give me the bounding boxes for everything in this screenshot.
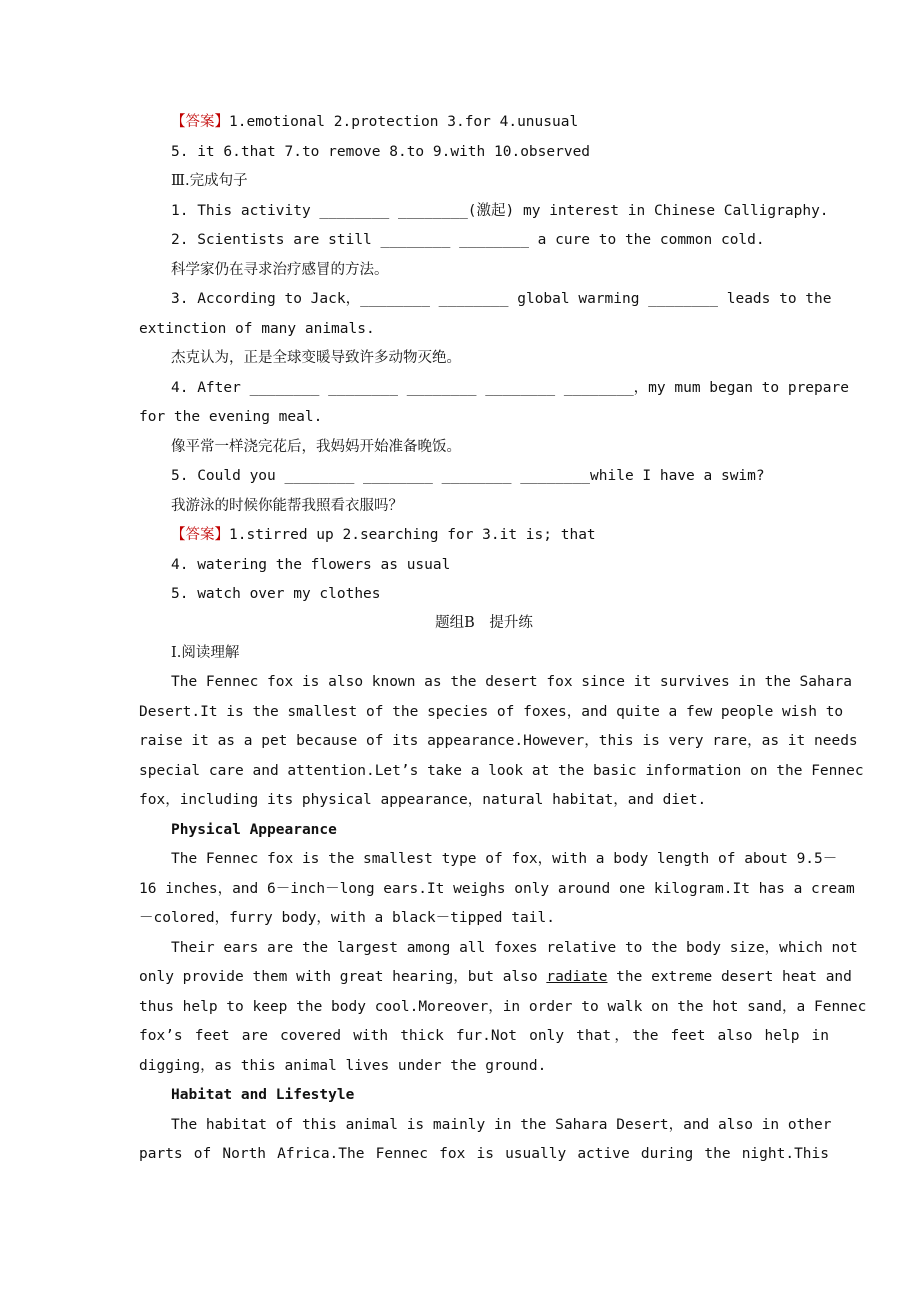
group-b-title: 题组B 提升练 xyxy=(435,615,533,631)
intro-line: Desert.It is the smallest of the species of foxes，and quite a few people wish to xyxy=(139,704,844,720)
physical-appearance-heading: Physical Appearance xyxy=(171,822,337,838)
physical-p1-line: 16 inches，and 6－inch－long ears.It weighs only around one kilogram.It has a cream xyxy=(139,881,855,897)
physical-p2-line: only provide them with great hearing，but also radiate the extreme desert heat and xyxy=(139,969,852,985)
habitat-heading: Habitat and Lifestyle xyxy=(171,1087,355,1103)
question-3-translation: 杰克认为，正是全球变暖导致许多动物灭绝。 xyxy=(171,350,461,366)
answer-tag: 【答案】 xyxy=(171,527,229,543)
physical-p2-line: fox’s feet are covered with thick fur.Not only that，the feet also help in xyxy=(139,1028,829,1044)
intro-line: raise it as a pet because of its appearance.However，this is very rare，as it needs xyxy=(139,733,858,749)
underlined-word-radiate: radiate xyxy=(546,969,608,985)
habitat-line: The habitat of this animal is mainly in the Sahara Desert，and also in other xyxy=(171,1117,832,1133)
section2-answer-line-2: 5. it 6.that 7.to remove 8.to 9.with 10.observed xyxy=(171,144,591,160)
habitat-line: parts of North Africa.The Fennec fox is usually active during the night.This xyxy=(139,1146,829,1162)
physical-p2-line: thus help to keep the body cool.Moreover，in order to walk on the hot sand，a Fennec xyxy=(139,999,867,1015)
intro-line: special care and attention.Let’s take a look at the basic information on the Fennec xyxy=(139,763,864,779)
question-4-translation: 像平常一样浇完花后，我妈妈开始准备晚饭。 xyxy=(171,439,461,455)
intro-line: The Fennec fox is also known as the desert fox since it survives in the Sahara xyxy=(171,674,852,690)
question-2: 2. Scientists are still ________ ________ a cure to the common cold. xyxy=(171,232,765,248)
question-4-line-2: for the evening meal. xyxy=(139,409,323,425)
question-5: 5. Could you ________ ________ ________ ________while I have a swim? xyxy=(171,468,765,484)
section3-heading: Ⅲ.完成句子 xyxy=(171,173,248,189)
intro-line: fox，including its physical appearance，natural habitat，and diet. xyxy=(139,792,707,808)
reading-heading: Ⅰ.阅读理解 xyxy=(171,645,240,661)
question-5-translation: 我游泳的时候你能帮我照看衣服吗？ xyxy=(171,498,403,514)
question-3-line-1: 3. According to Jack，________ ________ global warming ________ leads to the xyxy=(171,291,832,307)
answer-tag: 【答案】 xyxy=(171,114,229,130)
section3-answer-line-3: 5. watch over my clothes xyxy=(171,586,381,602)
question-2-translation: 科学家仍在寻求治疗感冒的方法。 xyxy=(171,262,389,278)
section3-answer-line-1: 【答案】1.stirred up 2.searching for 3.it is; that xyxy=(171,527,596,543)
section3-answer-line-2: 4. watering the flowers as usual xyxy=(171,557,451,573)
physical-p2-line: digging，as this animal lives under the ground. xyxy=(139,1058,547,1074)
physical-p2-line: Their ears are the largest among all foxes relative to the body size，which not xyxy=(171,940,858,956)
question-1: 1. This activity ________ ________(激起) my interest in Chinese Calligraphy. xyxy=(171,203,829,219)
section2-answer-line-1: 【答案】1.emotional 2.protection 3.for 4.unusual xyxy=(171,114,579,130)
question-4-line-1: 4. After ________ ________ ________ ________ ________，my mum began to prepare xyxy=(171,380,849,396)
physical-p1-line: The Fennec fox is the smallest type of fox，with a body length of about 9.5－ xyxy=(171,851,838,867)
physical-p1-line: －colored，furry body，with a black－tipped tail. xyxy=(139,910,555,926)
question-3-line-2: extinction of many animals. xyxy=(139,321,375,337)
